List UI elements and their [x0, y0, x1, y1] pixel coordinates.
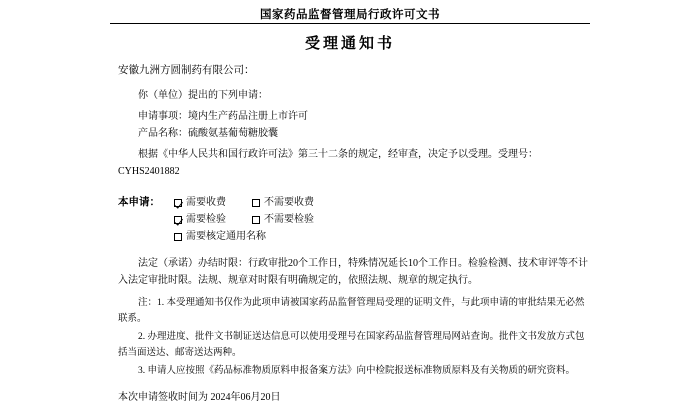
note-item-1: 注：1. 本受理通知书仅作为此项申请被国家药品监督管理局受理的证明文件，与此项申请的审批结果无必然联系。	[118, 298, 585, 324]
field-product-name: 产品名称：硫酸氨基葡萄糖胶囊	[138, 128, 278, 139]
checkbox-label: 需要核定通用名称	[186, 231, 266, 242]
checkbox-label: 需要检验	[186, 214, 226, 225]
checkbox-icon[interactable]	[174, 199, 182, 207]
checkbox-icon[interactable]	[252, 216, 260, 224]
checkbox-label: 不需要检验	[264, 214, 314, 225]
addressee: 安徽九洲方圆制药有限公司：	[118, 65, 255, 76]
header-divider	[110, 23, 590, 24]
check-row-inspection	[174, 211, 588, 228]
note-item-3: 3. 申请人应按照《药品标准物质原料申报备案方法》向中检院报送标准物质原料及有关物质的研究资料。	[138, 366, 576, 376]
checkbox-need-generic-name[interactable]	[174, 228, 266, 245]
checkbox-label: 需要收费	[186, 197, 226, 208]
document-header-title: 国家药品监督管理局行政许可文书	[260, 9, 440, 21]
checkbox-icon[interactable]	[174, 233, 182, 241]
basis-paragraph: 根据《中华人民共和国行政许可法》第三十二条的规定，经审查，决定予以受理。受理号：CYHS2401882	[118, 149, 538, 177]
checkbox-no-fee[interactable]	[252, 194, 314, 211]
note-item-2: 2. 办理进度、批件文书制证送达信息可以使用受理号在国家药品监督管理局网站查询。批件文书发放方式包括当面送达、邮寄送达两种。	[118, 332, 585, 358]
checkbox-label: 不需要收费	[264, 197, 314, 208]
application-checks	[118, 194, 588, 245]
checkbox-no-inspection[interactable]	[252, 211, 314, 228]
check-row-fee	[174, 194, 588, 211]
checkbox-need-fee[interactable]	[174, 194, 226, 211]
check-row-generic-name	[174, 228, 588, 245]
signature-date-line: 本次申请签收时间为 2024年06月20日	[118, 392, 281, 403]
checkbox-icon[interactable]	[174, 216, 182, 224]
field-application-matter: 申请事项：境内生产药品注册上市许可	[138, 111, 308, 122]
document-body	[118, 62, 588, 406]
checkbox-icon[interactable]	[252, 199, 260, 207]
page-title: 受理通知书	[304, 36, 395, 52]
checkbox-need-inspection[interactable]	[174, 211, 226, 228]
intro-paragraph: 你（单位）提出的下列申请：	[138, 90, 268, 101]
checks-label: 本申请：	[118, 197, 160, 208]
legal-time-limit-paragraph: 法定（承诺）办结时限：行政审批20个工作日，特殊情况延长10个工作日。检验检测、技术审评等不计入法定审批时限。法规、规章对时限有明确规定的，依照法规、规章的规定执行。	[118, 258, 588, 286]
